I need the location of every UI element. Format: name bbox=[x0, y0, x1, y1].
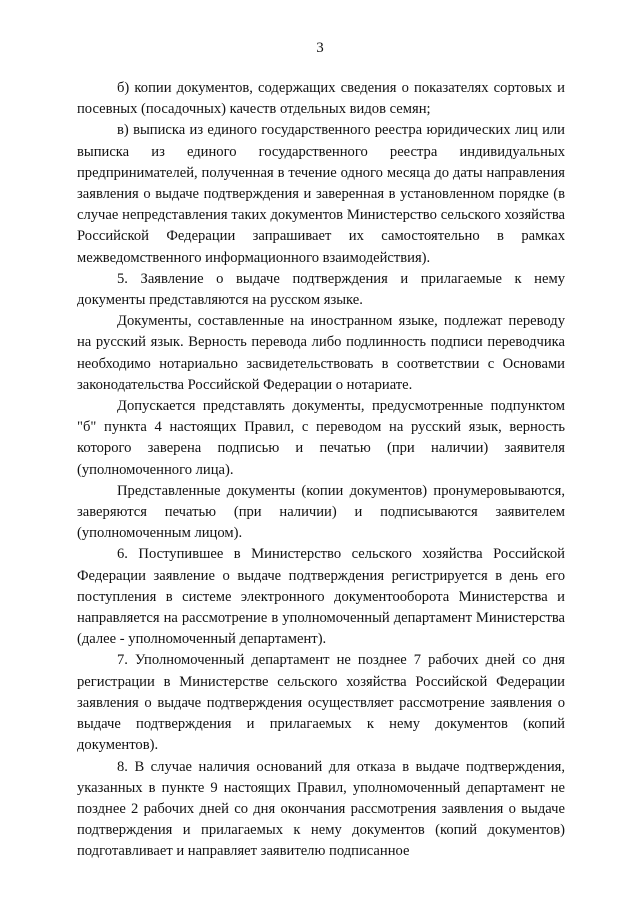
paragraph-translation-allowed: Допускается представлять документы, предусмотренные подпунктом "б" пункта 4 настоящих Правил, с переводом на русский язык, верность которого заверена подписью и печатью (при наличии) заявителя (уполномоченного лица). bbox=[77, 398, 565, 478]
paragraph-clause-7: 7. Уполномоченный департамент не позднее 7 рабочих дней со дня регистрации в Министерстве сельского хозяйства Российской Федерации заявления о выдаче подтверждения осуществляет рассмотрение заявления о выдаче подтверждения и прилагаемых к нему документов (копий документов). bbox=[77, 652, 565, 754]
paragraph-item-b: б) копии документов, содержащих сведения о показателях сортовых и посевных (посадочных) качеств отдельных видов семян; bbox=[77, 80, 565, 118]
paragraph-foreign-docs: Документы, составленные на иностранном языке, подлежат переводу на русский язык. Верность перевода либо подлинность подписи переводчика необходимо нотариально засвидетельствовать в соответствии с Основами законодательства Российской Федерации о нотариате. bbox=[77, 313, 565, 393]
paragraph-clause-5: 5. Заявление о выдаче подтверждения и прилагаемые к нему документы представляются на русском языке. bbox=[77, 270, 565, 309]
paragraph-clause-8: 8. В случае наличия оснований для отказа в выдаче подтверждения, указанных в пункте 9 настоящих Правил, уполномоченный департамент не позднее 2 рабочих дней со дня окончания рассмотрения заявления о выдаче подтверждения и прилагаемых к нему документов (копий документов) подготавливает и направляет заявителю подписанное bbox=[77, 758, 565, 860]
paragraph-item-v: в) выписка из единого государственного реестра юридических лиц или выписка из единого государственного реестра индивидуальных предпринимателей, полученная в течение одного месяца до даты направления заявления о выдаче подтверждения и заверенная в установленном порядке (в случае непредставления таких документов Министерство сельского хозяйства Российской Федерации запрашивает их самостоятельно в рамках межведомственного информационного взаимодействия). bbox=[77, 122, 565, 266]
page-number: 3 bbox=[316, 40, 324, 56]
paragraph-numbering: Представленные документы (копии документов) пронумеровываются, заверяются печатью (при наличии) и подписываются заявителем (уполномоченным лицом). bbox=[77, 482, 565, 542]
document-body bbox=[77, 78, 565, 863]
paragraph-clause-6: 6. Поступившее в Министерство сельского хозяйства Российской Федерации заявление о выдаче подтверждения регистрируется в день его поступления в системе электронного документооборота Министерства и направляется на рассмотрение в уполномоченный департамент Министерства (далее - уполномоченный департамент). bbox=[77, 546, 565, 648]
